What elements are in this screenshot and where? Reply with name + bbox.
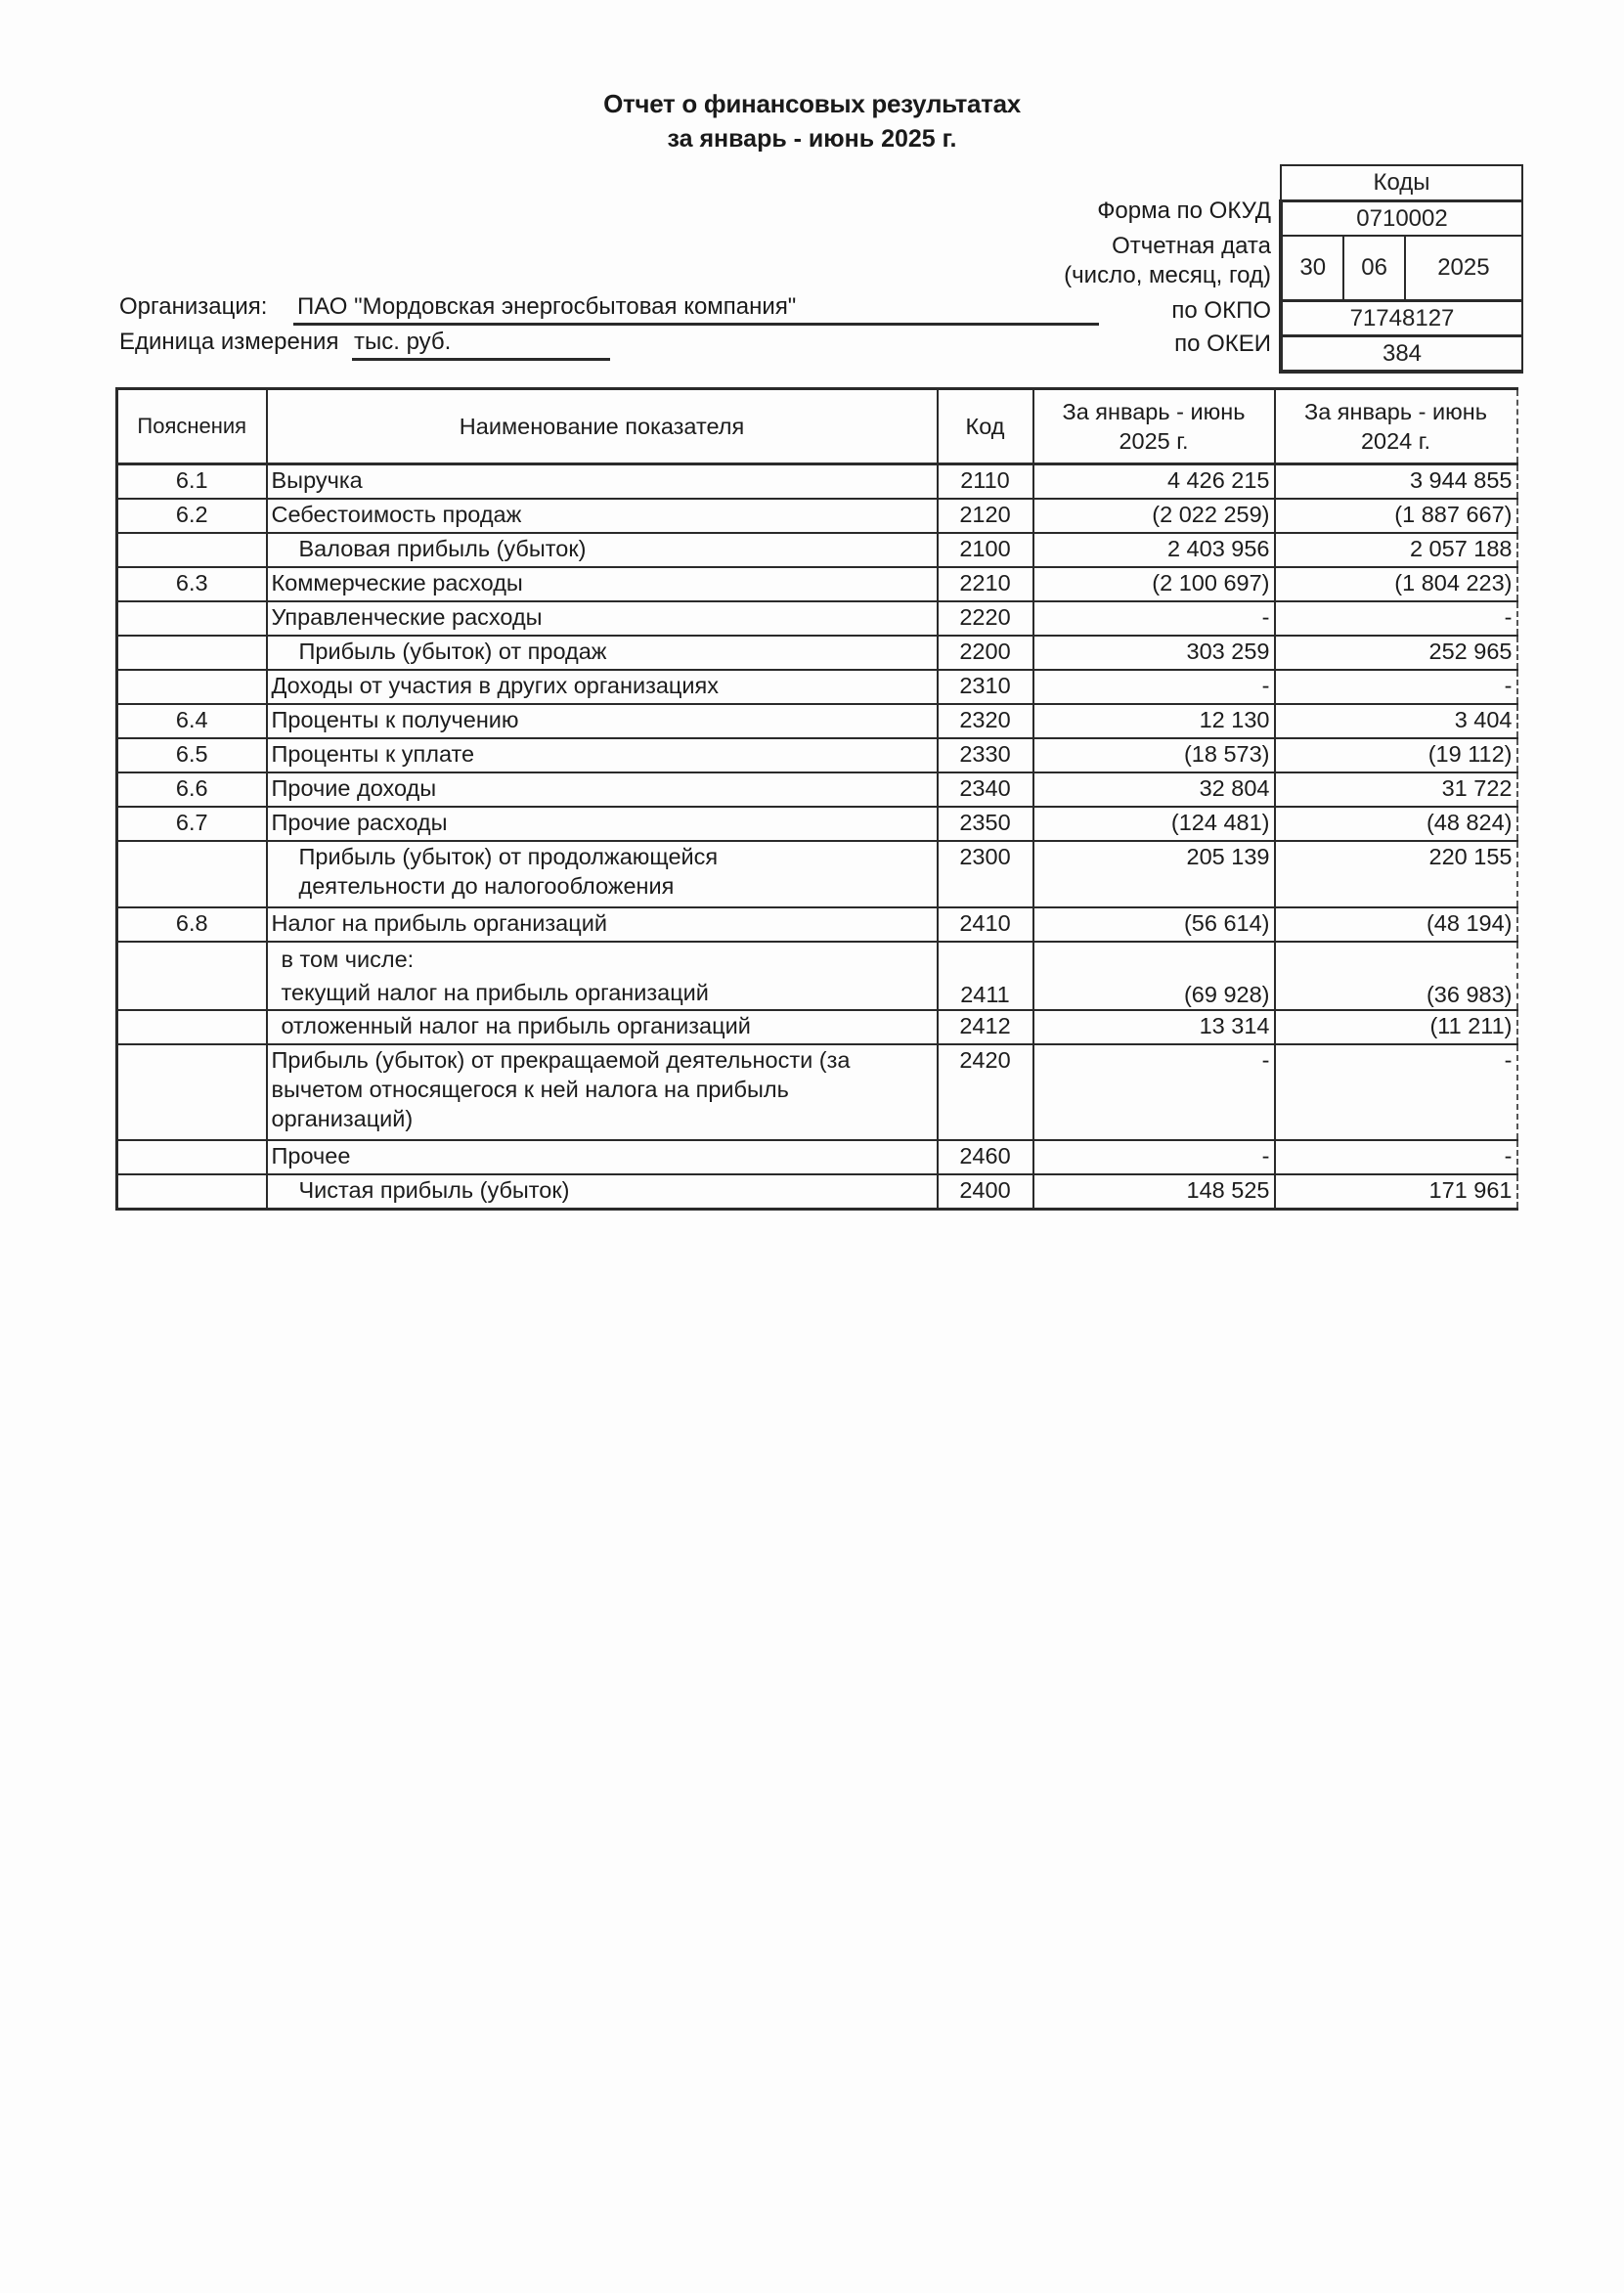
note-cell — [117, 601, 267, 636]
note-cell — [117, 1010, 267, 1044]
report-date-label: Отчетная дата — [1112, 233, 1271, 259]
code-cell: 2320 — [938, 704, 1033, 738]
current-value-cell: - — [1033, 1140, 1275, 1174]
name-cell: Доходы от участия в других организациях — [267, 670, 938, 704]
current-value-cell: 12 130 — [1033, 704, 1275, 738]
column-header-current — [1033, 389, 1275, 464]
name-line: Прибыль (убыток) от прекращаемой деятельности (за — [271, 1047, 851, 1073]
current-value-cell: (18 573) — [1033, 738, 1275, 772]
okud-label: Форма по ОКУД — [1097, 198, 1271, 224]
note-cell: 6.4 — [117, 704, 267, 738]
table-row-2200 — [117, 636, 1517, 670]
organization-label: Организация: — [119, 293, 268, 320]
okpo-label: по ОКПО — [1171, 297, 1271, 324]
name-cell — [267, 942, 938, 1010]
table-row-2210 — [117, 567, 1517, 601]
name-cell: отложенный налог на прибыль организаций — [267, 1010, 938, 1044]
table-row-2460 — [117, 1140, 1517, 1174]
previous-value-cell: (48 194) — [1275, 907, 1517, 942]
note-cell: 6.2 — [117, 499, 267, 533]
previous-value-cell: (19 112) — [1275, 738, 1517, 772]
previous-value-cell: 252 965 — [1275, 636, 1517, 670]
table-row-2400 — [117, 1174, 1517, 1210]
code-cell: 2340 — [938, 772, 1033, 807]
table-row-2411 — [117, 942, 1517, 1010]
report-month-value: 06 — [1343, 236, 1404, 301]
table-row-2100 — [117, 533, 1517, 567]
name-cell: Выручка — [267, 464, 938, 500]
column-header-previous-line1: За январь - июнь — [1304, 399, 1487, 424]
table-row-2340 — [117, 772, 1517, 807]
code-cell: 2411 — [938, 942, 1033, 1010]
name-cell: Коммерческие расходы — [267, 567, 938, 601]
table-row-2120 — [117, 499, 1517, 533]
okud-value: 0710002 — [1281, 201, 1522, 237]
current-value-cell: 32 804 — [1033, 772, 1275, 807]
name-line: Прибыль (убыток) от продолжающейся — [298, 844, 719, 869]
table-row-2330 — [117, 738, 1517, 772]
report-header — [0, 86, 1624, 156]
note-cell — [117, 1174, 267, 1210]
code-cell: 2330 — [938, 738, 1033, 772]
codes-header: Коды — [1281, 165, 1522, 201]
name-cell: Валовая прибыль (убыток) — [267, 533, 938, 567]
name-cell: Прочее — [267, 1140, 938, 1174]
previous-value-cell: (1 887 667) — [1275, 499, 1517, 533]
column-header-note: Пояснения — [117, 389, 267, 464]
code-cell: 2412 — [938, 1010, 1033, 1044]
name-line: текущий налог на прибыль организаций — [281, 980, 709, 1005]
column-header-previous-line2: 2024 г. — [1360, 428, 1431, 454]
table-row-2420 — [117, 1044, 1517, 1140]
table-row-2320 — [117, 704, 1517, 738]
name-line: вычетом относящегося к ней налога на прибыль — [271, 1077, 789, 1102]
code-cell: 2210 — [938, 567, 1033, 601]
name-cell: Управленческие расходы — [267, 601, 938, 636]
name-cell: Прочие доходы — [267, 772, 938, 807]
previous-value-cell: - — [1275, 670, 1517, 704]
organization-value: ПАО "Мордовская энергосбытовая компания" — [293, 293, 1099, 326]
okei-value: 384 — [1281, 336, 1522, 373]
unit-label: Единица измерения — [119, 329, 339, 355]
previous-value-cell: (11 211) — [1275, 1010, 1517, 1044]
name-cell: Чистая прибыль (убыток) — [267, 1174, 938, 1210]
column-header-name: Наименование показателя — [267, 389, 938, 464]
name-line: деятельности до налогообложения — [298, 873, 675, 899]
table-row-2220 — [117, 601, 1517, 636]
code-cell: 2410 — [938, 907, 1033, 942]
table-row-2310 — [117, 670, 1517, 704]
name-line: организаций) — [271, 1106, 414, 1131]
column-header-current-line1: За январь - июнь — [1062, 399, 1246, 424]
previous-value-cell: 31 722 — [1275, 772, 1517, 807]
note-cell — [117, 533, 267, 567]
note-cell — [117, 1140, 267, 1174]
name-cell: Проценты к получению — [267, 704, 938, 738]
current-value-cell: 2 403 956 — [1033, 533, 1275, 567]
current-value-cell: (2 100 697) — [1033, 567, 1275, 601]
note-cell: 6.8 — [117, 907, 267, 942]
current-value-cell: (56 614) — [1033, 907, 1275, 942]
current-value-cell: (69 928) — [1033, 942, 1275, 1010]
note-cell: 6.7 — [117, 807, 267, 841]
financial-results-table — [115, 387, 1518, 1211]
note-cell: 6.3 — [117, 567, 267, 601]
current-value-cell: (124 481) — [1033, 807, 1275, 841]
note-cell — [117, 670, 267, 704]
code-cell: 2220 — [938, 601, 1033, 636]
current-value-cell: - — [1033, 601, 1275, 636]
unit-value: тыс. руб. — [352, 329, 610, 361]
name-cell: Себестоимость продаж — [267, 499, 938, 533]
column-header-previous — [1275, 389, 1517, 464]
code-cell: 2350 — [938, 807, 1033, 841]
code-cell: 2200 — [938, 636, 1033, 670]
previous-value-cell: 3 944 855 — [1275, 464, 1517, 500]
previous-value-cell: - — [1275, 1044, 1517, 1140]
name-cell: Прибыль (убыток) от продаж — [267, 636, 938, 670]
table-row-2350 — [117, 807, 1517, 841]
note-cell: 6.6 — [117, 772, 267, 807]
table-row-2300 — [117, 841, 1517, 907]
previous-value-cell: 2 057 188 — [1275, 533, 1517, 567]
previous-value-cell: (1 804 223) — [1275, 567, 1517, 601]
note-cell — [117, 841, 267, 907]
previous-value-cell: - — [1275, 1140, 1517, 1174]
note-cell — [117, 942, 267, 1010]
current-value-cell: 303 259 — [1033, 636, 1275, 670]
previous-value-cell: (48 824) — [1275, 807, 1517, 841]
table-row-2410 — [117, 907, 1517, 942]
code-cell: 2120 — [938, 499, 1033, 533]
okei-label: по ОКЕИ — [1174, 331, 1271, 357]
code-cell: 2110 — [938, 464, 1033, 500]
current-value-cell: 13 314 — [1033, 1010, 1275, 1044]
current-value-cell: (2 022 259) — [1033, 499, 1275, 533]
column-header-code: Код — [938, 389, 1033, 464]
previous-value-cell: 3 404 — [1275, 704, 1517, 738]
current-value-cell: - — [1033, 1044, 1275, 1140]
previous-value-cell: 220 155 — [1275, 841, 1517, 907]
current-value-cell: 205 139 — [1033, 841, 1275, 907]
report-year-value: 2025 — [1405, 236, 1522, 301]
name-cell — [267, 1044, 938, 1140]
code-cell: 2420 — [938, 1044, 1033, 1140]
name-line: в том числе: — [281, 947, 415, 972]
name-cell: Проценты к уплате — [267, 738, 938, 772]
note-cell — [117, 636, 267, 670]
previous-value-cell: (36 983) — [1275, 942, 1517, 1010]
current-value-cell: - — [1033, 670, 1275, 704]
report-date-sublabel: (число, месяц, год) — [1064, 262, 1271, 288]
okpo-value: 71748127 — [1281, 301, 1522, 336]
code-cell: 2400 — [938, 1174, 1033, 1210]
codes-table — [1279, 164, 1523, 374]
code-cell: 2100 — [938, 533, 1033, 567]
note-cell — [117, 1044, 267, 1140]
current-value-cell: 4 426 215 — [1033, 464, 1275, 500]
code-cell: 2460 — [938, 1140, 1033, 1174]
note-cell: 6.1 — [117, 464, 267, 500]
name-cell: Налог на прибыль организаций — [267, 907, 938, 942]
report-day-value: 30 — [1281, 236, 1343, 301]
name-cell — [267, 841, 938, 907]
name-cell: Прочие расходы — [267, 807, 938, 841]
code-cell: 2300 — [938, 841, 1033, 907]
previous-value-cell: 171 961 — [1275, 1174, 1517, 1210]
table-header-row — [117, 389, 1517, 464]
current-value-cell: 148 525 — [1033, 1174, 1275, 1210]
previous-value-cell: - — [1275, 601, 1517, 636]
table-row-2110 — [117, 464, 1517, 500]
code-cell: 2310 — [938, 670, 1033, 704]
table-row-2412 — [117, 1010, 1517, 1044]
report-title: Отчет о финансовых результатах — [603, 89, 1021, 118]
column-header-current-line2: 2025 г. — [1119, 428, 1189, 454]
report-period: за январь - июнь 2025 г. — [667, 125, 957, 153]
note-cell: 6.5 — [117, 738, 267, 772]
